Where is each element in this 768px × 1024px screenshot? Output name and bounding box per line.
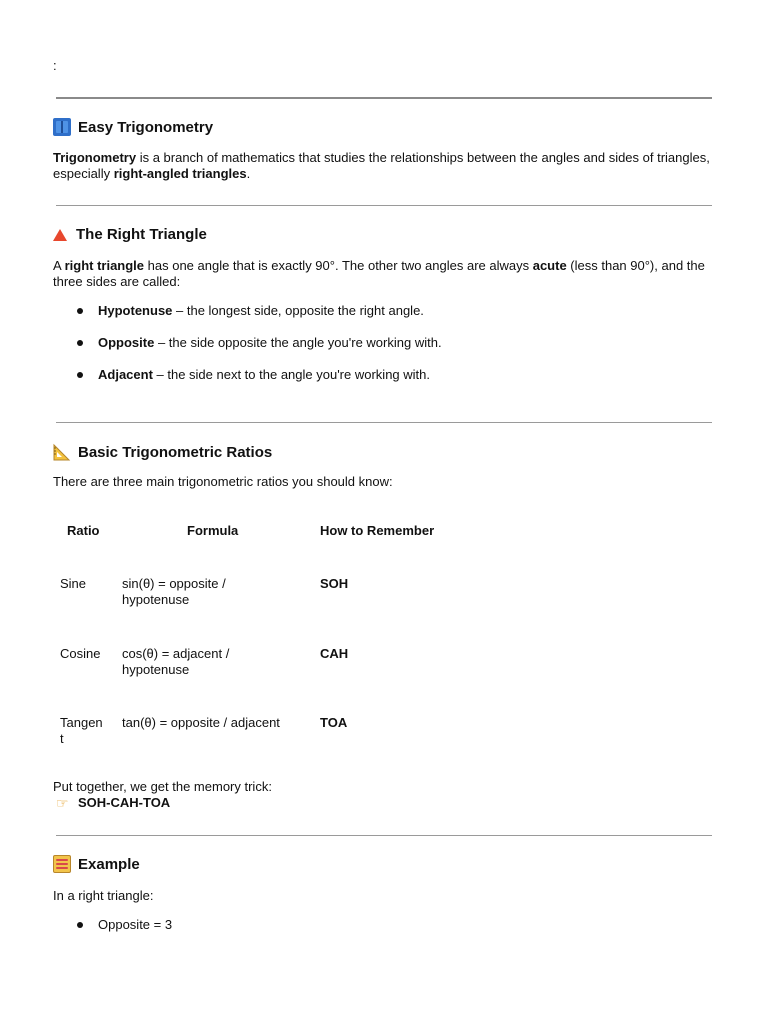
formula-line: sin(θ) = opposite /: [122, 576, 226, 591]
paragraph-text: A: [53, 258, 65, 273]
memory-trick-label: SOH-CAH-TOA: [78, 795, 171, 810]
page-title: [53, 118, 213, 136]
table-cell-ratio: Cosine: [60, 646, 101, 661]
triangular-ruler-icon: [53, 443, 71, 461]
table-header-formula: Formula: [187, 523, 239, 538]
intro-term: Trigonometry: [53, 150, 137, 165]
right-triangle-paragraph: [53, 258, 713, 290]
bullet-dot: [77, 922, 83, 928]
bullet-dot: [77, 308, 83, 314]
intro-emphasis: right-angled triangles: [113, 166, 247, 181]
table-cell-formula: [122, 646, 229, 678]
list-item-term: Hypotenuse: [98, 303, 173, 318]
red-triangle-icon: [53, 229, 67, 241]
table-cell-ratio: [60, 715, 103, 747]
ratios-intro: There are three main trigonometric ratios you should know:: [53, 474, 393, 489]
paragraph-term: right triangle: [64, 258, 145, 273]
list-item-text: – the side opposite the angle you're working with.: [154, 335, 442, 350]
section-heading-ratios: [53, 443, 272, 461]
abacus-icon: [53, 855, 71, 873]
table-cell-remember: [320, 715, 347, 731]
pointing-hand-icon: ☞: [56, 795, 69, 811]
list-item-text: – the side next to the angle you're working with.: [152, 367, 430, 382]
mnemonic: SOH: [320, 576, 349, 591]
paragraph-term: acute: [532, 258, 567, 273]
page-title-text: Easy Trigonometry: [78, 118, 214, 136]
intro-text-1: is a branch of mathematics that studies the relationships between the angles and sides of triangles, especially: [53, 150, 710, 181]
list-item-term: Adjacent: [98, 367, 153, 382]
formula-line: hypotenuse: [122, 662, 190, 677]
ratio-line: Tangen: [60, 715, 103, 730]
list-item-term: Opposite: [98, 335, 155, 350]
table-cell-remember: [320, 576, 348, 592]
list-item-adjacent: [77, 367, 430, 383]
table-cell-ratio: Sine: [60, 576, 87, 591]
example-intro: In a right triangle:: [53, 888, 154, 903]
intro-text-2: .: [246, 166, 251, 181]
memory-trick: [78, 795, 170, 811]
section-heading-text: Basic Trigonometric Ratios: [78, 443, 273, 461]
section-heading-text: Example: [78, 855, 140, 873]
mnemonic: TOA: [320, 715, 348, 730]
list-item-text: – the longest side, opposite the right angle.: [172, 303, 424, 318]
list-item-text: Opposite = 3: [98, 917, 173, 932]
divider: [56, 835, 712, 836]
table-cell-formula: [122, 576, 226, 608]
paragraph-text: has one angle that is exactly 90°. The other two angles are always: [144, 258, 533, 273]
formula-line: cos(θ) = adjacent /: [122, 646, 230, 661]
bullet-dot: [77, 340, 83, 346]
mnemonic: CAH: [320, 646, 349, 661]
divider: [56, 422, 712, 423]
formula-line: hypotenuse: [122, 592, 190, 607]
bullet-dot: [77, 372, 83, 378]
section-heading-right-triangle: [53, 226, 207, 243]
divider: [56, 205, 712, 206]
paragraph-text: (less than 90°), and the three sides are called:: [53, 258, 705, 289]
ratio-line: t: [60, 731, 64, 746]
divider: [56, 97, 712, 99]
blue-book-icon: [53, 118, 71, 136]
section-heading-text: The Right Triangle: [76, 226, 207, 243]
list-item-hypotenuse: [77, 303, 424, 319]
table-cell-formula: tan(θ) = opposite / adjacent: [122, 715, 280, 730]
list-item-example: [77, 917, 172, 933]
table-header-ratio: Ratio: [67, 523, 100, 538]
top-mark: :: [53, 58, 57, 73]
table-cell-remember: [320, 646, 348, 662]
list-item-opposite: [77, 335, 442, 351]
intro-paragraph: [53, 150, 713, 182]
section-heading-example: [53, 855, 140, 873]
table-header-remember: How to Remember: [320, 523, 435, 538]
memory-trick-text: Put together, we get the memory trick:: [53, 779, 272, 794]
